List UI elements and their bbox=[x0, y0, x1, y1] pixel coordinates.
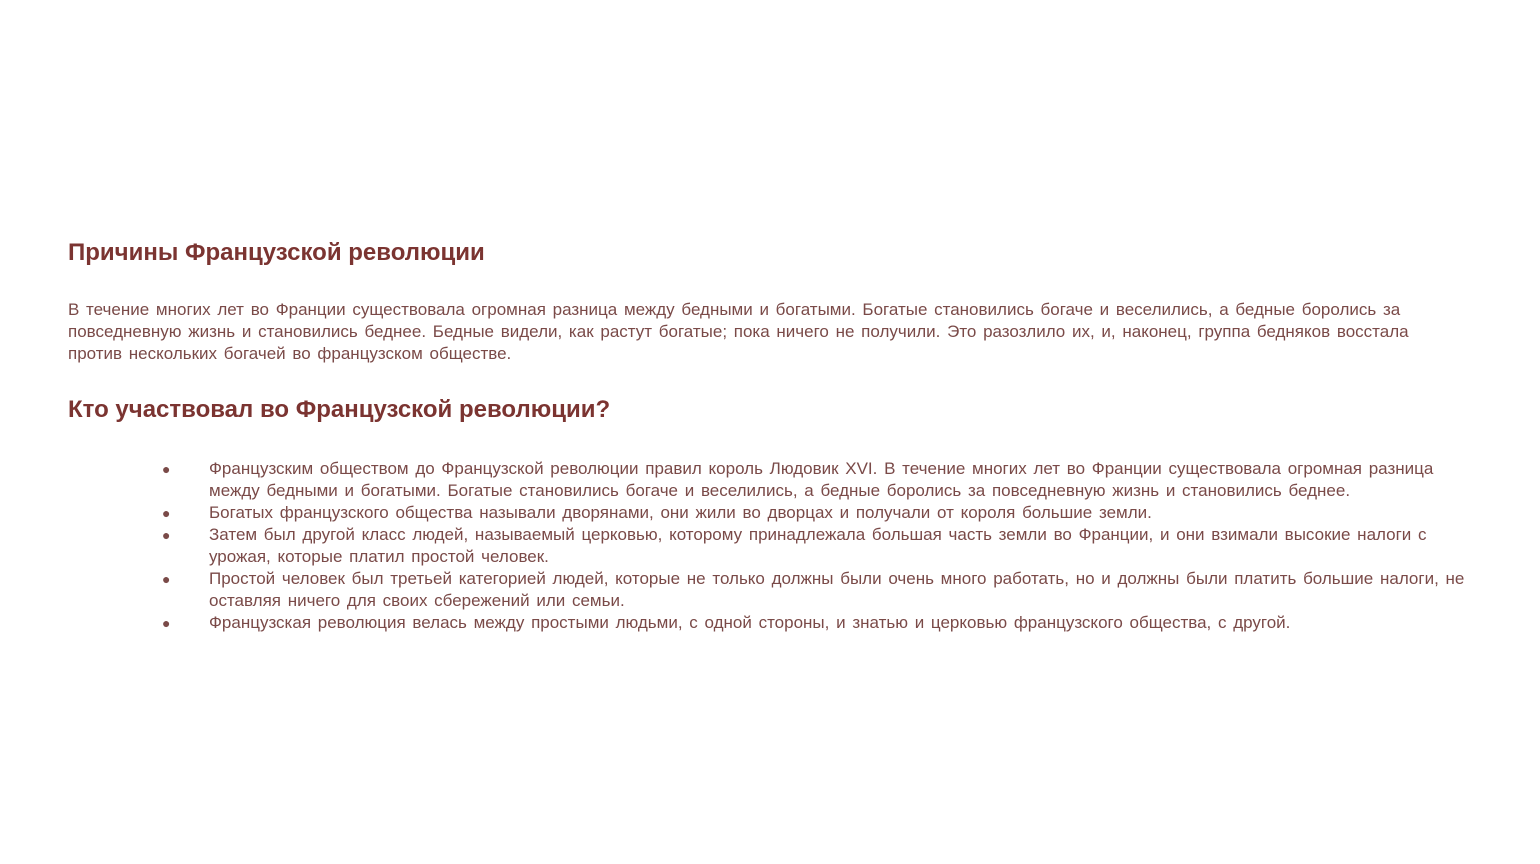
bullet-icon: ● bbox=[162, 571, 171, 587]
list-item bbox=[160, 524, 1480, 568]
list-item bbox=[160, 612, 1480, 634]
bullet-icon: ● bbox=[162, 461, 171, 477]
bullet-icon: ● bbox=[162, 527, 171, 543]
participants-bullet-list bbox=[160, 458, 1480, 634]
list-item-text: Простой человек был третьей категорией людей, которые не только должны были очень много работать, но и должны были платить большие налоги, не оставляя ничего для своих сбережений или семьи. bbox=[209, 569, 1465, 610]
bullet-icon: ● bbox=[162, 615, 171, 631]
list-item bbox=[160, 568, 1480, 612]
list-item bbox=[160, 502, 1480, 524]
list-item bbox=[160, 458, 1480, 502]
list-item-text: Французским обществом до Французской революции правил король Людовик XVI. В течение многих лет во Франции существовала огромная разница между бедными и богатыми. Богатые становились богаче и веселились, а бедные боролись за повседневную жизнь и становились беднее. bbox=[209, 459, 1434, 500]
section-title-participants: Кто участвовал во Французской революции? bbox=[68, 396, 611, 423]
causes-paragraph: В течение многих лет во Франции существовала огромная разница между бедными и богатыми. Богатые становились богаче и веселились, а бедные боролись за повседневную жизнь и становились беднее. Бедные видели, как растут богатые; пока ничего не получили. Это разозлило их, и, наконец, группа бедняков восстала против нескольких богачей во французском обществе. bbox=[68, 300, 1409, 363]
list-item-text: Богатых французского общества называли дворянами, они жили во дворцах и получали от короля большие земли. bbox=[209, 503, 1152, 522]
list-item-text: Французская революция велась между простыми людьми, с одной стороны, и знатью и церковью французского общества, с другой. bbox=[209, 613, 1291, 632]
section-title-causes: Причины Французской революции bbox=[68, 239, 485, 266]
list-item-text: Затем был другой класс людей, называемый церковью, которому принадлежала большая часть земли во Франции, и они взимали высокие налоги с урожая, которые платил простой человек. bbox=[209, 525, 1427, 566]
bullet-icon: ● bbox=[162, 505, 171, 521]
